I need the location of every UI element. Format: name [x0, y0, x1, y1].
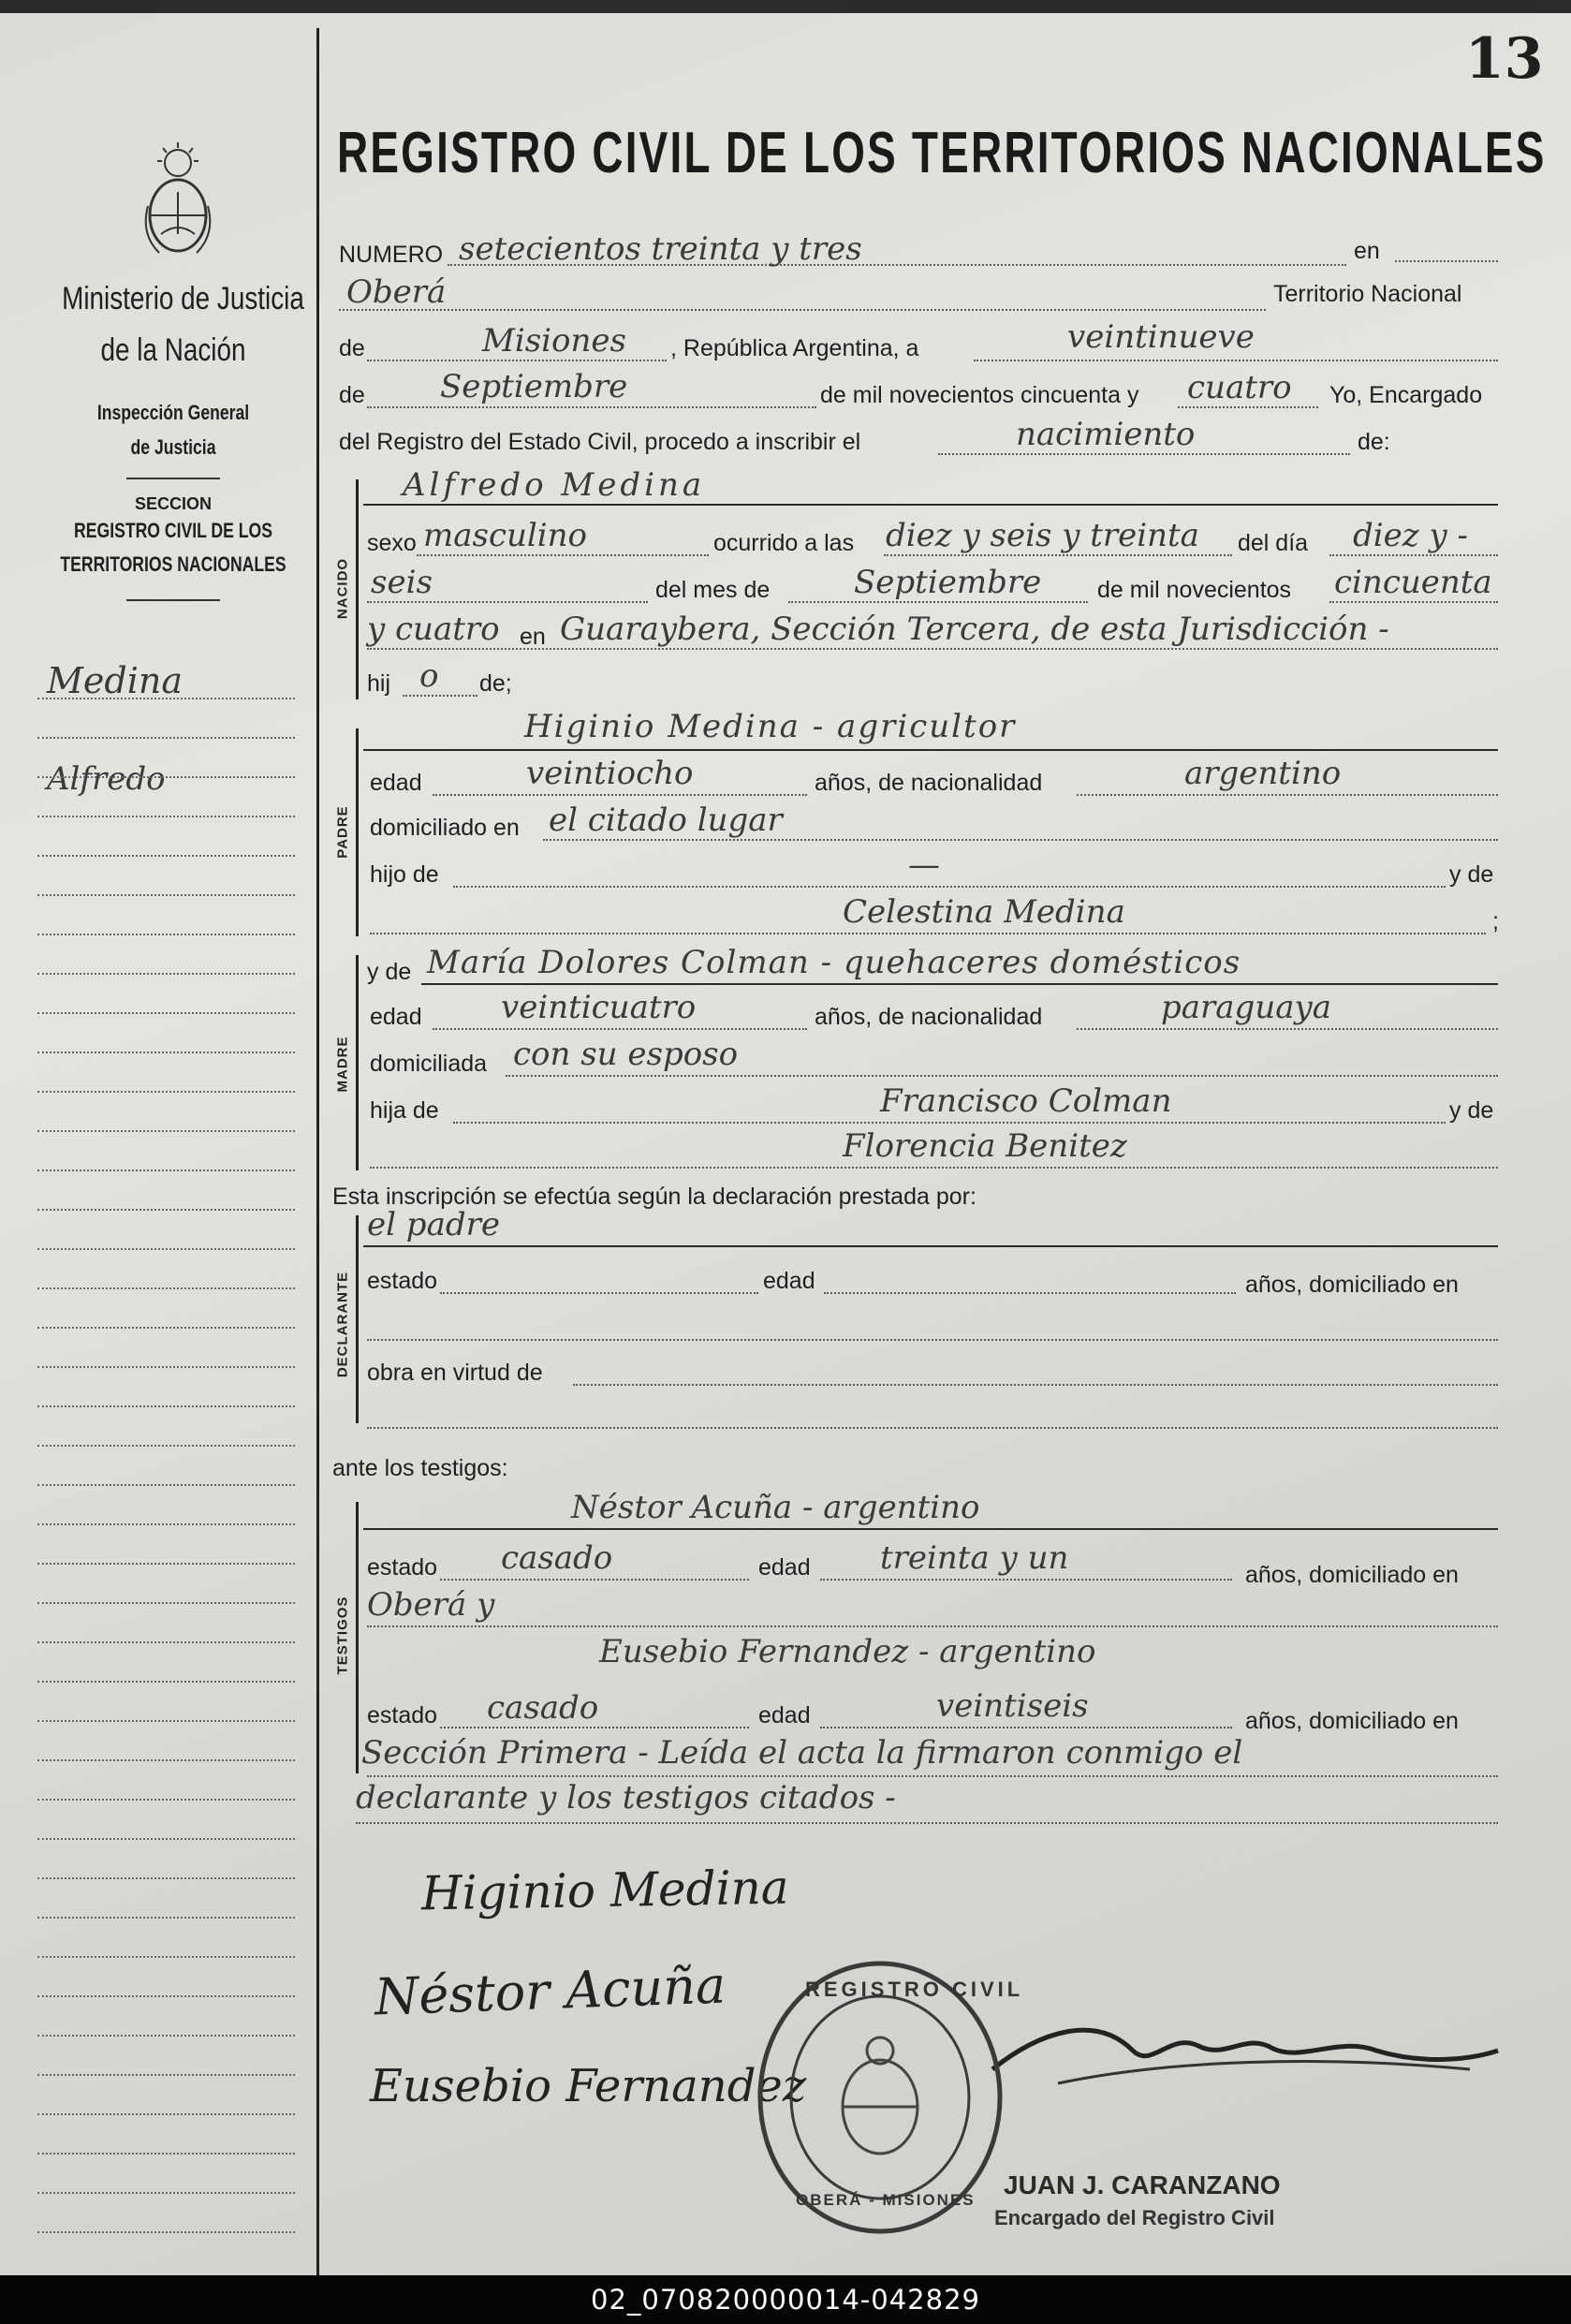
declarante-edad-line	[824, 1292, 1236, 1294]
acto-line	[938, 453, 1350, 455]
padre-domicilio-value: el citado lugar	[549, 802, 783, 839]
margin-ruled-line	[37, 737, 295, 739]
madre-nombre-line	[421, 983, 1498, 985]
padre-padre-dash: —	[908, 846, 940, 884]
padre-hijo-de-line	[453, 886, 1446, 888]
madre-nacionalidad-label: años, de nacionalidad	[815, 1004, 1043, 1030]
signature-higinio: Higinio Medina	[420, 1860, 790, 1921]
padre-domicilio-label: domiciliado en	[370, 815, 520, 841]
de-label: de	[339, 335, 365, 361]
sexo-label: sexo	[367, 530, 417, 556]
margin-ruled-line	[37, 1877, 295, 1879]
lugar-line	[339, 309, 1266, 311]
dia-nac-value-1: diez y -	[1353, 517, 1468, 554]
testigo2-estado-value: casado	[487, 1689, 599, 1727]
ocurrido-label: ocurrido a las	[713, 530, 855, 556]
margin-ruled-line	[37, 1248, 295, 1250]
signature-eusebio: Eusebio Fernandez	[370, 2060, 807, 2112]
inspeccion-line2: de Justicia	[130, 435, 216, 459]
en-label: en	[1354, 238, 1380, 264]
numero-value: setecientos treinta y tres	[459, 230, 862, 268]
acto-value: nacimiento	[1016, 416, 1196, 453]
testigo1-edad-label: edad	[758, 1554, 811, 1581]
officer-signature-icon	[983, 1994, 1507, 2107]
anio-value: cuatro	[1187, 369, 1292, 406]
margin-ruled-line	[37, 1012, 295, 1014]
margin-ruled-line	[37, 1838, 295, 1840]
testigo1-nombre-value: Néstor Acuña - argentino	[571, 1489, 980, 1526]
margin-ruled-line	[37, 1563, 295, 1565]
margin-ruled-line	[37, 1720, 295, 1722]
sexo-value: masculino	[423, 517, 588, 554]
declarante-estado-line	[440, 1292, 758, 1294]
madre-domicilio-label: domiciliada	[370, 1051, 488, 1077]
margin-ruled-line	[37, 1681, 295, 1683]
padre-y-de-label: y de	[1449, 861, 1494, 888]
margin-ruled-line	[37, 1523, 295, 1525]
ministry-line1: Ministerio de Justicia	[62, 281, 304, 316]
divider	[126, 478, 220, 479]
mes-line	[367, 406, 816, 408]
madre-hija-de-label: hija de	[370, 1097, 439, 1124]
testigo1-domicilio-value: Oberá y	[367, 1586, 495, 1624]
anio-line	[1178, 406, 1318, 408]
madre-padre-value: Francisco Colman	[880, 1082, 1172, 1120]
testigo1-nombre-line	[363, 1528, 1498, 1530]
semicolon-label: ;	[1492, 908, 1499, 934]
margin-ruled-line	[37, 973, 295, 975]
mes-nac-value: Septiembre	[854, 564, 1042, 601]
column-divider	[316, 28, 319, 2275]
hora-value: diez y seis y treinta	[886, 517, 1199, 554]
territorio-nacional-label: Territorio Nacional	[1273, 281, 1462, 307]
madre-side-label: MADRE	[334, 1036, 351, 1093]
testigo1-edad-value: treinta y un	[880, 1539, 1069, 1577]
seccion-line1: REGISTRO CIVIL DE LOS	[74, 519, 272, 542]
testigos-side-label: TESTIGOS	[334, 1596, 351, 1675]
padre-edad-value: veintiocho	[526, 755, 694, 792]
declarante-bracket	[356, 1215, 359, 1423]
registro-civil-stamp	[754, 1957, 1024, 2238]
madre-madre-value: Florencia Benitez	[843, 1127, 1127, 1165]
testigo2-nombre-value: Eusebio Fernandez - argentino	[599, 1633, 1096, 1670]
en-line	[1395, 260, 1498, 262]
testigo2-estado-label: estado	[367, 1702, 438, 1728]
nacido-bracket	[356, 479, 359, 699]
margin-ruled-line	[37, 1287, 295, 1289]
margin-ruled-line	[37, 1091, 295, 1093]
padre-edad-label: edad	[370, 770, 422, 796]
margin-ruled-line	[37, 1484, 295, 1486]
madre-nombre-value: María Dolores Colman - quehaceres domésticos	[427, 944, 1241, 981]
margin-ruled-line	[37, 1759, 295, 1761]
margin-ruled-line	[37, 2153, 295, 2155]
testigo1-domicilio-line	[367, 1625, 1498, 1627]
cierre-value: declarante y los testigos citados -	[356, 1779, 896, 1817]
padre-nacionalidad-value: argentino	[1184, 755, 1342, 792]
margin-ruled-line	[37, 2074, 295, 2076]
padre-madre-value: Celestina Medina	[843, 893, 1125, 931]
testigo1-domiciliado-label: años, domiciliado en	[1245, 1562, 1459, 1588]
dia-nac-line	[1329, 554, 1498, 556]
mes-value: Septiembre	[440, 368, 628, 405]
margin-ruled-line	[37, 1130, 295, 1132]
dia-value: veintinueve	[1067, 318, 1255, 356]
page-title: REGISTRO CIVIL DE LOS TERRITORIOS NACIONALES	[337, 121, 1547, 185]
officer-title: Encargado del Registro Civil	[994, 2206, 1275, 2229]
del-mes-label: del mes de	[655, 577, 771, 603]
margin-ruled-line	[37, 2035, 295, 2037]
margin-ruled-line	[37, 1169, 295, 1171]
madre-nacionalidad-line	[1077, 1028, 1498, 1030]
margin-ruled-line	[37, 1405, 295, 1407]
stamp-ring-text: REGISTRO CIVIL	[805, 1978, 1024, 2001]
ante-testigos-label: ante los testigos:	[332, 1455, 508, 1481]
margin-ruled-line	[37, 855, 295, 857]
territorio-line	[367, 360, 667, 361]
margin-ruled-line	[37, 1366, 295, 1368]
padre-domicilio-line	[543, 839, 1498, 841]
margin-ruled-line	[37, 934, 295, 935]
mes-nac-line	[788, 601, 1088, 603]
obra-en-virtud-label: obra en virtud de	[367, 1360, 543, 1386]
inspeccion-line1: Inspección General	[96, 401, 250, 424]
de-colon-label: de:	[1358, 429, 1390, 455]
madre-y-de-label: y de	[367, 959, 412, 985]
cierre-line	[356, 1822, 1498, 1824]
margin-ruled-line	[37, 2192, 295, 2194]
declarante-value: el padre	[367, 1206, 500, 1243]
declarante-domiciliado-label: años, domiciliado en	[1245, 1272, 1459, 1298]
signature-nestor: Néstor Acuña	[374, 1955, 727, 2027]
padre-side-label: PADRE	[334, 805, 351, 859]
left-margin-column	[0, 0, 318, 2275]
hij-line	[403, 695, 477, 697]
seccion-line2: TERRITORIOS NACIONALES	[60, 552, 286, 576]
hij-label: hij	[367, 670, 391, 697]
dia-nac-line-2	[367, 601, 648, 603]
padre-bracket	[356, 728, 359, 936]
divider	[126, 599, 220, 601]
testigo1-estado-value: casado	[501, 1539, 613, 1577]
padre-nacionalidad-label: años, de nacionalidad	[815, 770, 1043, 796]
margin-ruled-line	[37, 1799, 295, 1801]
padre-hijo-de-label: hijo de	[370, 861, 439, 888]
dia-line	[974, 360, 1498, 361]
del-dia-label: del día	[1238, 530, 1309, 556]
madre-bracket	[356, 955, 359, 1170]
anio-nac-value-1: cincuenta	[1334, 564, 1492, 601]
margin-ruled-line	[37, 1209, 295, 1211]
madre-nacionalidad-value: paraguaya	[1161, 989, 1331, 1026]
margin-ruled-line	[37, 776, 295, 778]
testigo2-domicilio-line	[367, 1775, 1498, 1777]
nombre-line	[363, 504, 1498, 506]
padre-nacionalidad-line	[1077, 794, 1498, 796]
del-registro-label: del Registro del Estado Civil, procedo a inscribir el	[339, 429, 861, 455]
testigos-bracket	[356, 1502, 359, 1773]
margin-ruled-line	[37, 1327, 295, 1329]
padre-nombre-line	[363, 749, 1498, 751]
margin-ruled-line	[37, 1995, 295, 1997]
madre-y-de-label-2: y de	[1449, 1097, 1494, 1124]
esta-inscripcion-label: Esta inscripción se efectúa según la declaración prestada por:	[332, 1184, 976, 1210]
anio-nac-line	[1329, 601, 1498, 603]
testigo1-estado-line	[440, 1579, 749, 1581]
testigo2-edad-line	[820, 1727, 1232, 1728]
declarante-domicilio-line	[367, 1339, 1498, 1341]
margin-surname: Medina	[47, 660, 184, 701]
lugar-value: Oberá	[346, 273, 447, 311]
madre-domicilio-line	[506, 1075, 1498, 1077]
madre-madre-line	[370, 1167, 1498, 1169]
margin-ruled-line	[37, 1917, 295, 1919]
ministry-line2: de la Nación	[100, 332, 246, 368]
de-semi-label: de;	[479, 670, 512, 697]
nacido-side-label: NACIDO	[334, 557, 351, 620]
stamp-bottom-text: OBERÁ - MISIONES	[796, 2191, 976, 2209]
obra-en-virtud-line	[573, 1384, 1498, 1386]
madre-edad-label: edad	[370, 1004, 422, 1030]
padre-edad-line	[433, 794, 807, 796]
de-label-2: de	[339, 382, 365, 408]
nombre-value: Alfredo Medina	[403, 466, 706, 504]
page-number: 13	[1465, 26, 1544, 92]
margin-ruled-line	[37, 894, 295, 896]
margin-ruled-line	[37, 1445, 295, 1447]
en-label-nac: en	[520, 624, 546, 650]
testigo1-edad-line	[820, 1579, 1232, 1581]
lugar-nac-value: Guaraybera, Sección Tercera, de esta Jurisdicción -	[560, 610, 1389, 648]
testigo2-domicilio-value: Sección Primera - Leída el acta la firmaron conmigo el	[361, 1734, 1243, 1772]
margin-ruled-line	[37, 816, 295, 817]
margin-ruled-line	[37, 1641, 295, 1643]
declarante-edad-label: edad	[763, 1268, 815, 1294]
margin-ruled-line	[37, 2113, 295, 2115]
de-mil-novecientos-label: de mil novecientos	[1097, 577, 1292, 603]
testigo2-domiciliado-label: años, domiciliado en	[1245, 1708, 1459, 1734]
margin-given-name: Alfredo	[47, 760, 166, 798]
declarante-side-label: DECLARANTE	[334, 1271, 351, 1378]
margin-ruled-line	[37, 2231, 295, 2233]
testigo2-edad-value: veintiseis	[936, 1687, 1089, 1725]
yo-encargado-label: Yo, Encargado	[1329, 382, 1483, 408]
sexo-line	[417, 554, 709, 556]
dia-nac-value-2: seis	[371, 564, 433, 601]
padre-madre-line	[370, 933, 1486, 934]
de-mil-label: de mil novecientos cincuenta y	[820, 382, 1139, 408]
margin-ruled-line	[37, 1956, 295, 1958]
hora-line	[884, 554, 1232, 556]
officer-name: JUAN J. CARANZANO	[1004, 2170, 1281, 2199]
margin-ruled-line	[37, 1052, 295, 1053]
madre-edad-value: veinticuatro	[501, 989, 697, 1026]
hij-value: o	[419, 657, 439, 695]
anio-nac-value-2: y cuatro	[367, 610, 500, 648]
declarante-estado-label: estado	[367, 1268, 438, 1294]
republica-label: , República Argentina, a	[670, 335, 919, 361]
madre-domicilio-value: con su esposo	[513, 1036, 739, 1073]
madre-edad-line	[433, 1028, 807, 1030]
padre-nombre-value: Higinio Medina - agricultor	[524, 708, 1017, 745]
numero-label: NUMERO	[339, 242, 444, 268]
declarante-line	[363, 1245, 1498, 1247]
declarante-extra-line	[367, 1427, 1498, 1429]
madre-hija-de-line	[453, 1122, 1446, 1124]
coat-of-arms-icon	[131, 140, 225, 262]
margin-ruled-line	[37, 1602, 295, 1604]
testigo2-edad-label: edad	[758, 1702, 811, 1728]
territorio-value: Misiones	[482, 322, 626, 360]
margin-ruled-line	[37, 698, 295, 699]
seccion-label: SECCION	[134, 494, 212, 513]
testigo1-estado-label: estado	[367, 1554, 438, 1581]
testigo2-estado-line	[440, 1727, 749, 1728]
footer-caption: 02_070820000014-042829	[0, 2275, 1571, 2324]
